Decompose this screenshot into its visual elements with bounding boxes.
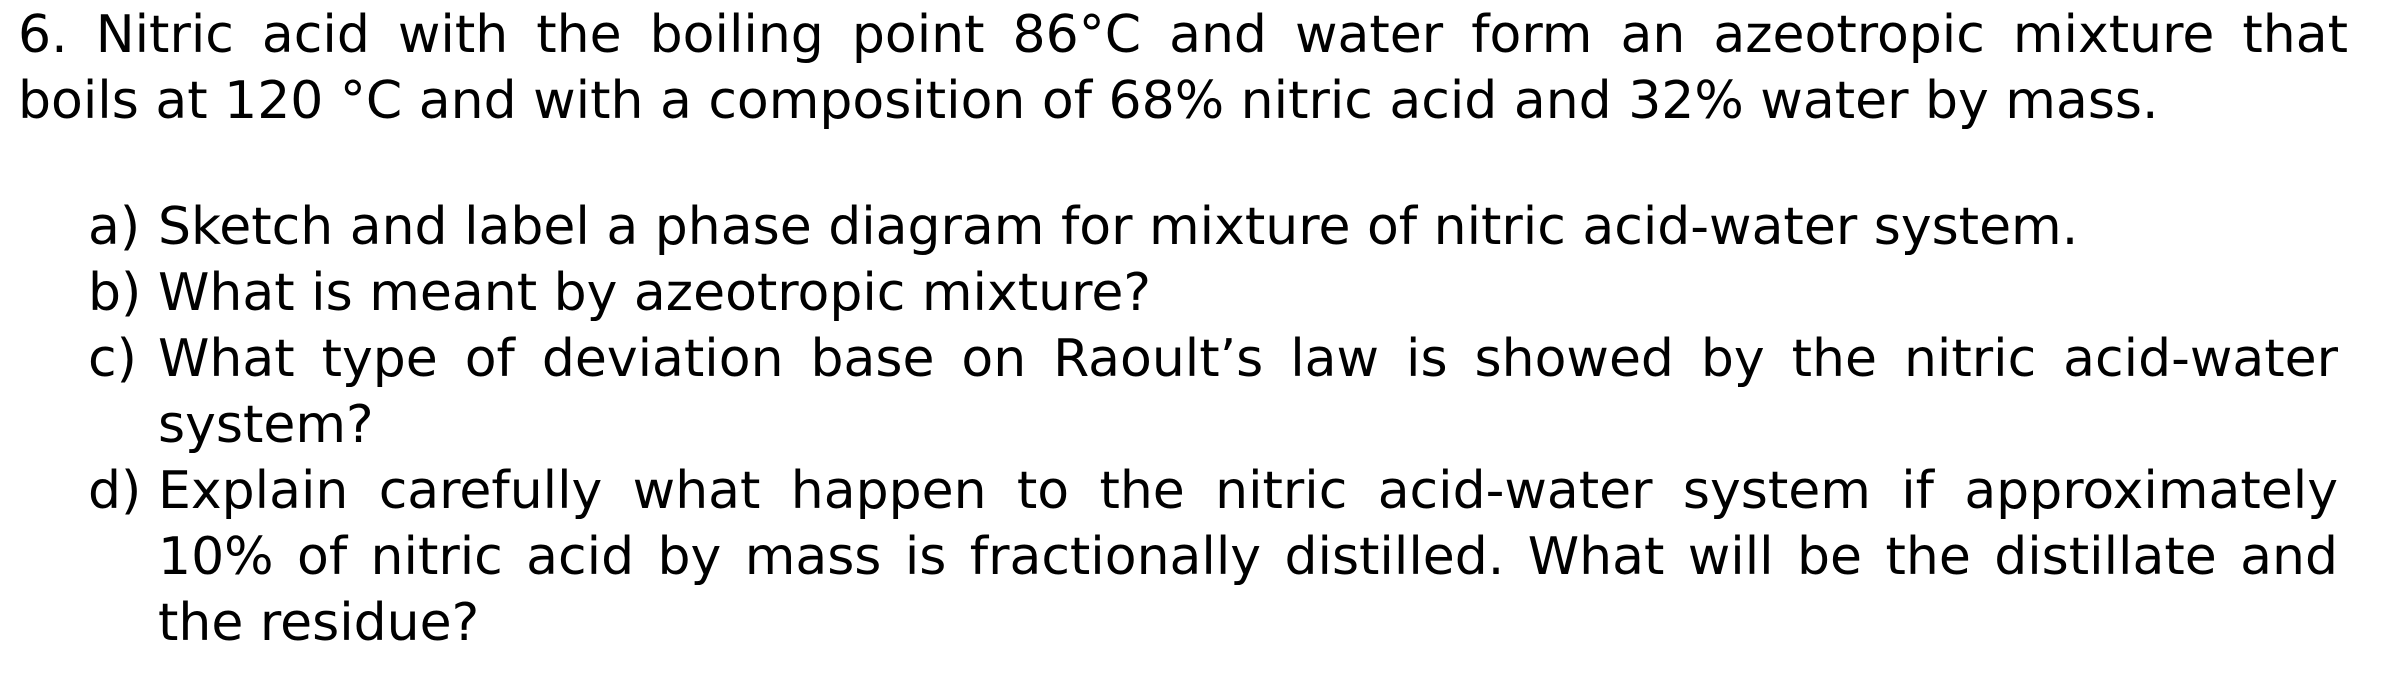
part-text-line: What type of deviation base on Raoult’s law is showed by the nitric acid-water <box>158 329 2338 389</box>
question-part-c <box>88 326 2338 458</box>
question-part-d <box>88 458 2338 656</box>
part-letter: d) <box>88 461 142 521</box>
part-text-line: What is meant by azeotropic mixture? <box>158 263 1151 323</box>
part-text-line: 10% of nitric acid by mass is fractionally distilled. What will be the distillate and <box>158 527 2338 587</box>
question-number: 6. <box>18 5 68 65</box>
question-text-line-2: boils at 120 °C and with a composition of 68% nitric acid and 32% water by mass. <box>18 71 2159 131</box>
question-stem <box>18 2 2348 134</box>
part-text <box>158 458 2338 656</box>
part-text-line: the residue? <box>158 593 480 653</box>
question-text-line-1: Nitric acid with the boiling point 86°C and water form an azeotropic mixture that <box>95 5 2349 65</box>
part-text-line: system? <box>158 395 374 455</box>
question-parts-list <box>88 194 2338 656</box>
question-part-a <box>88 194 2338 260</box>
part-letter: b) <box>88 263 142 323</box>
part-text-line: Explain carefully what happen to the nitric acid-water system if approximately <box>158 461 2338 521</box>
part-text-line: Sketch and label a phase diagram for mixture of nitric acid-water system. <box>158 197 2079 257</box>
part-letter: c) <box>88 329 137 389</box>
part-text <box>158 326 2338 458</box>
part-letter: a) <box>88 197 141 257</box>
part-text <box>158 194 2338 260</box>
part-text <box>158 260 2338 326</box>
question-part-b <box>88 260 2338 326</box>
question-stem-line-1 <box>18 2 2348 68</box>
